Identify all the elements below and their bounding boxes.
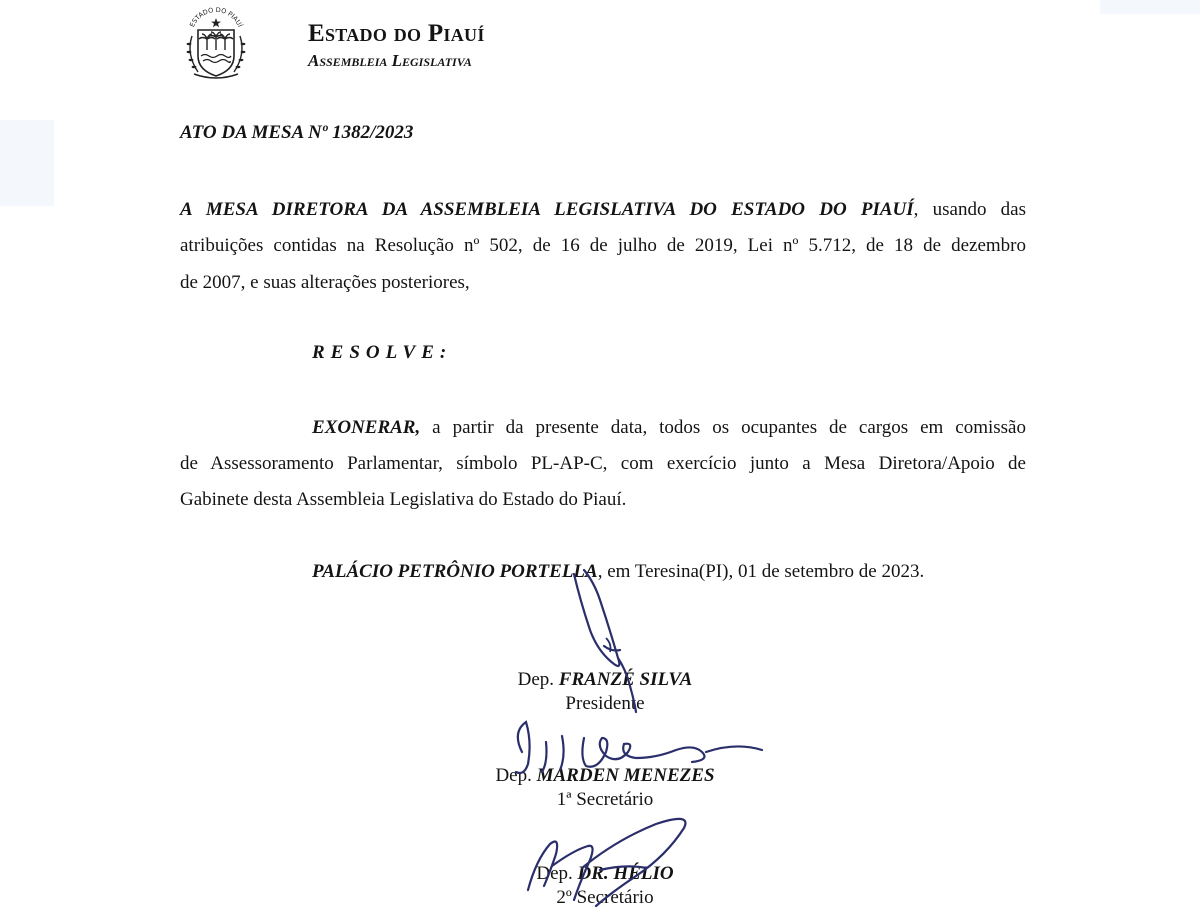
resolve-heading: RESOLVE: xyxy=(312,342,453,363)
signatory-1-prefix: Dep. xyxy=(517,669,559,690)
preamble-bold: A MESA DIRETORA DA ASSEMBLEIA LEGISLATIVA DO ESTADO DO PIAUÍ xyxy=(180,199,914,220)
state-seal-icon xyxy=(178,6,254,82)
preamble-line-1 xyxy=(180,198,1026,222)
scan-artifact-top-right xyxy=(1100,0,1200,14)
preamble-line-3: de 2007, e suas alterações posteriores, xyxy=(180,272,470,293)
decision-line-1-rest: a partir da presente data, todos os ocupantes de cargos em comissão xyxy=(420,417,1026,438)
decision-line-3: Gabinete desta Assembleia Legislativa do Estado do Piauí. xyxy=(180,489,627,510)
assembly-name: Assembleia Legislativa xyxy=(308,51,472,70)
closing-date: , em Teresina(PI), 01 de setembro de 2023. xyxy=(597,561,925,582)
signatory-1-name: FRANZÉ SILVA xyxy=(558,669,693,690)
signatory-3 xyxy=(405,862,805,910)
act-title: ATO DA MESA Nº 1382/2023 xyxy=(180,122,414,143)
signatory-3-name: DR. HÉLIO xyxy=(577,863,674,884)
signatory-2-name: MARDEN MENEZES xyxy=(536,765,715,786)
signatory-2 xyxy=(405,764,805,812)
state-name: Estado do Piauí xyxy=(308,20,485,47)
preamble-line-1-rest: , usando das xyxy=(913,199,1026,220)
signatory-3-role: 2º Secretário xyxy=(556,887,654,908)
signatory-2-prefix: Dep. xyxy=(495,765,537,786)
seal-text: ESTADO DO PIAUÍ xyxy=(188,6,244,29)
decision-line-2: de Assessoramento Parlamentar, símbolo PL-AP-C, com exercício junto a Mesa Diretora/Apoio de xyxy=(180,453,1026,474)
signatory-3-prefix: Dep. xyxy=(536,863,578,884)
signatory-1 xyxy=(405,668,805,716)
signatory-2-role: 1ª Secretário xyxy=(556,789,654,810)
decision-line-1 xyxy=(312,416,1026,440)
signatory-1-role: Presidente xyxy=(565,693,645,714)
scan-artifact-left xyxy=(0,120,54,206)
preamble-line-2: atribuições contidas na Resolução nº 502, de 16 de julho de 2019, Lei nº 5.712, de 18 de dezembro xyxy=(180,235,1026,256)
closing-line xyxy=(312,560,924,584)
decision-bold: EXONERAR, xyxy=(312,417,421,438)
closing-place: PALÁCIO PETRÔNIO PORTELLA xyxy=(312,561,598,582)
